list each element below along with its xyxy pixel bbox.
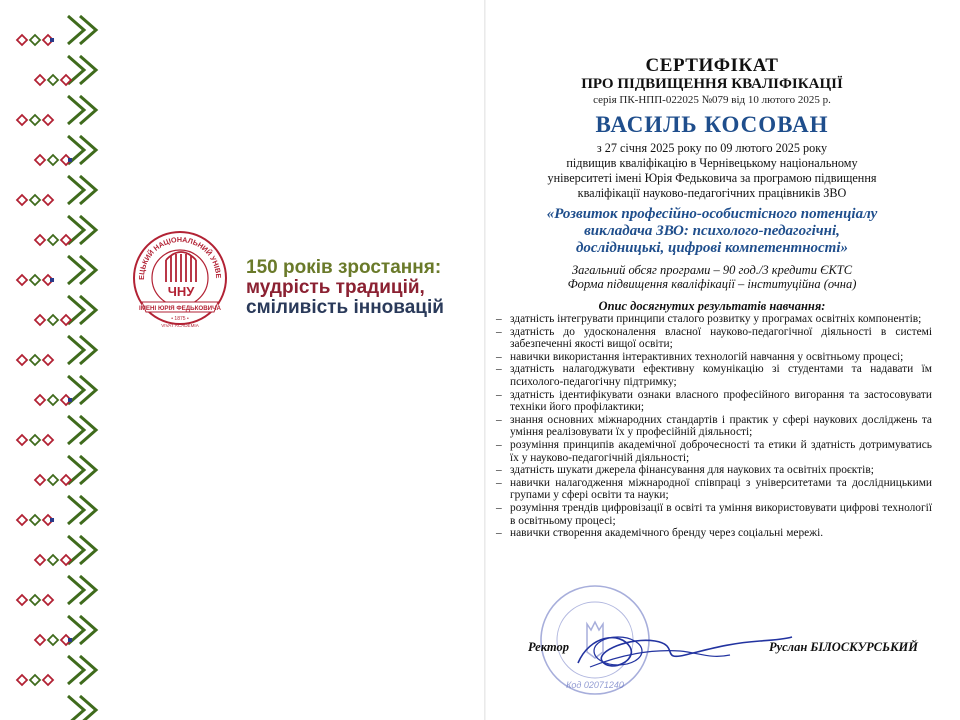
result-text: розуміння принципів академічної доброчесності та етики й здатність дотримуватись їх у науково-педагогічній діяльності; [510,438,932,464]
ornament-diamond [17,35,27,45]
program-title [492,206,932,257]
ornament-diamond [43,195,53,205]
ornament-diamond [35,75,45,85]
ornament-diamond [30,675,40,685]
certificate-series: серія ПК-НПП-022025 №079 від 10 лютого 2025 р. [593,94,831,106]
ornament-diamond [43,355,53,365]
ornament-diamond [17,355,27,365]
paragraph-line: кваліфікації науково-педагогічних працівників ЗВО [577,186,847,200]
ornament-diamond [17,595,27,605]
ornament-dot [50,278,54,282]
rector-signature-icon [560,615,800,685]
ornament-diamond [48,395,58,405]
list-item: – здатність до удосконалення власної науково-педагогічної діяльності в системі забезпеченні якості вищої освіти; [496,325,932,351]
list-item: – розуміння трендів цифровізації в освіті та уміння використовувати цифрові технології в освітньому процесі; [496,501,932,527]
ornament-diamond [17,435,27,445]
ornament-diamond [43,115,53,125]
program-line: «Розвиток професійно-особистісного потенціалу [546,206,878,222]
ornament-diamond [17,515,27,525]
ornament-chevron [68,696,84,720]
result-text: навички створення академічного бренду через соціальні мережі. [510,527,824,540]
ornament-diamond [30,515,40,525]
ornament-dot [50,518,54,522]
ornament-diamond [17,275,27,285]
list-item: – навички налагодження міжнародної співпраці з університетами та дослідницькими групами у сфері освіти та науки; [496,476,932,502]
result-text: здатність шукати джерела фінансування для наукових та освітніх проєктів; [510,464,874,477]
ornament-diamond [43,675,53,685]
ornament-diamond [30,115,40,125]
list-item: – здатність ідентифікувати ознаки власного професійного вигорання та застосовувати техніки його профілактики; [496,388,932,414]
program-form: Форма підвищення кваліфікації – інституційна (очна) [567,277,857,291]
stamp-code: Код 02071240 [566,680,624,690]
ornament-diamond [35,395,45,405]
ornament-diamond [30,435,40,445]
ornament-chevron [68,96,84,124]
ornament-diamond [48,635,58,645]
ethnic-ornament-border [0,0,110,720]
paragraph-line: університеті імені Юрія Федьковича за програмою підвищення [547,171,877,185]
ornament-diamond [48,475,58,485]
program-line: викладача ЗВО: психолого-педагогічні, [584,223,840,239]
list-item: – здатність інтегрувати принципи сталого розвитку у програмах освітніх компонентів; [496,313,922,325]
ornament-diamond [35,155,45,165]
result-text: розуміння трендів цифровізації в освіті та уміння використовувати цифрові технології в освітньому процесі; [510,501,932,527]
ornament-diamond [30,35,40,45]
result-text: здатність налагоджувати ефективну комунікацію зі студентами та надавати їм психолого-педагогічну підтримку; [510,363,932,388]
ornament-chevron [68,336,84,364]
ornament-diamond [48,315,58,325]
ornament-diamond [30,275,40,285]
page-fold [484,0,486,720]
result-text: навички використання інтерактивних технологій навчання у освітньому процесі; [510,350,904,363]
ornament-diamond [35,635,45,645]
logo-year: • 1875 • [171,316,189,322]
slogan-line-1: 150 років зростання: [246,257,442,278]
ornament-chevron [68,656,84,684]
result-text: здатність інтегрувати принципи сталого розвитку у програмах освітніх компонентів; [510,313,922,325]
program-details [492,263,932,291]
logo-monogram-text: ЧНУ [167,284,195,299]
ornament-diamond [48,75,58,85]
ornament-dot [68,638,72,642]
ornament-chevron [68,176,84,204]
ornament-chevron [68,16,84,44]
ornament-chevron [68,576,84,604]
ornament-chevron [68,256,84,284]
result-text: знання основних міжнародних стандартів і практик у сфері наукових досліджень та уміння реалізовувати їх у професійній діяльності; [510,413,932,439]
list-item: – навички створення академічного бренду через соціальні мережі. [496,527,824,540]
logo-monogram-lines [166,252,196,282]
ornament-diamond [35,235,45,245]
program-volume: Загальний обсяг програми – 90 год./3 кредити ЄКТС [571,263,853,277]
ornament-dot [68,158,72,162]
list-item: – розуміння принципів академічної доброчесності та етики й здатність дотримуватись їх у науково-педагогічній діяльності; [496,438,932,464]
results-heading: Опис досягнутих результатів навчання: [598,299,826,313]
ornament-diamond [35,555,45,565]
rector-label: Ректор [528,640,569,654]
ornament-diamond [17,675,27,685]
ornament-diamond [43,595,53,605]
ornament-diamond [30,195,40,205]
learning-results-list [492,313,932,540]
logo-motto: VIVAT ACADEMIA [161,323,199,328]
list-item: – здатність шукати джерела фінансування для наукових та освітніх проєктів; [496,464,874,477]
ornament-diamond [17,115,27,125]
list-item: – навички використання інтерактивних технологій навчання у освітньому процесі; [496,350,904,363]
list-item: – знання основних міжнародних стандартів і практик у сфері наукових досліджень та уміння реалізовувати їх у професійній діяльності; [496,413,932,439]
ornament-diamond [30,355,40,365]
logo-band-text: ІМЕНІ ЮРІЯ ФЕДЬКОВИЧА [139,305,221,312]
ornament-diamond [35,315,45,325]
ornament-diamond [17,195,27,205]
ornament-chevron [68,416,84,444]
certificate-body [492,56,932,540]
ornament-diamond [48,555,58,565]
result-text: навички налагодження міжнародної співпраці з університетами та дослідницькими групами у сфері освіти та науки; [510,476,932,502]
ornament-diamond [43,435,53,445]
slogan-line-3: сміливість інновацій [246,297,444,318]
ornament-chevron [68,496,84,524]
ornament-dot [68,398,72,402]
ornament-dot [50,38,54,42]
university-logo [130,226,230,336]
ornament-diamond [30,595,40,605]
certificate-paragraph [492,142,932,200]
program-line: дослідницькі, цифрові компетентності» [575,240,849,256]
anniversary-slogan [246,258,444,318]
ornament-diamond [48,235,58,245]
certificate-subtitle: ПРО ПІДВИЩЕННЯ КВАЛІФІКАЦІЇ [581,76,843,92]
list-item: – здатність налагоджувати ефективну комунікацію зі студентами та надавати їм психолого-педагогічну підтримку; [496,363,932,388]
rector-name: Руслан БІЛОСКУРСЬКИЙ [768,640,918,654]
paragraph-line: з 27 січня 2025 року по 09 лютого 2025 року [596,141,828,155]
paragraph-line: підвищив кваліфікацію в Чернівецькому національному [566,156,858,170]
logo-ring-text: ЕЦЬКИЙ НАЦІОНАЛЬНИЙ УНІВЕ [136,234,224,280]
result-text: здатність до удосконалення власної науково-педагогічної діяльності в системі забезпеченні якості вищої освіти; [510,325,932,351]
ornament-diamond [35,475,45,485]
recipient-name: ВАСИЛЬ КОСОВАН [595,112,829,137]
result-text: здатність ідентифікувати ознаки власного професійного вигорання та застосовувати техніки його профілактики; [510,388,932,414]
university-seal-icon [130,226,230,336]
slogan-line-2: мудрість традицій, [246,277,425,298]
certificate-title: СЕРТИФІКАТ [645,55,779,76]
ornament-diamond [48,155,58,165]
